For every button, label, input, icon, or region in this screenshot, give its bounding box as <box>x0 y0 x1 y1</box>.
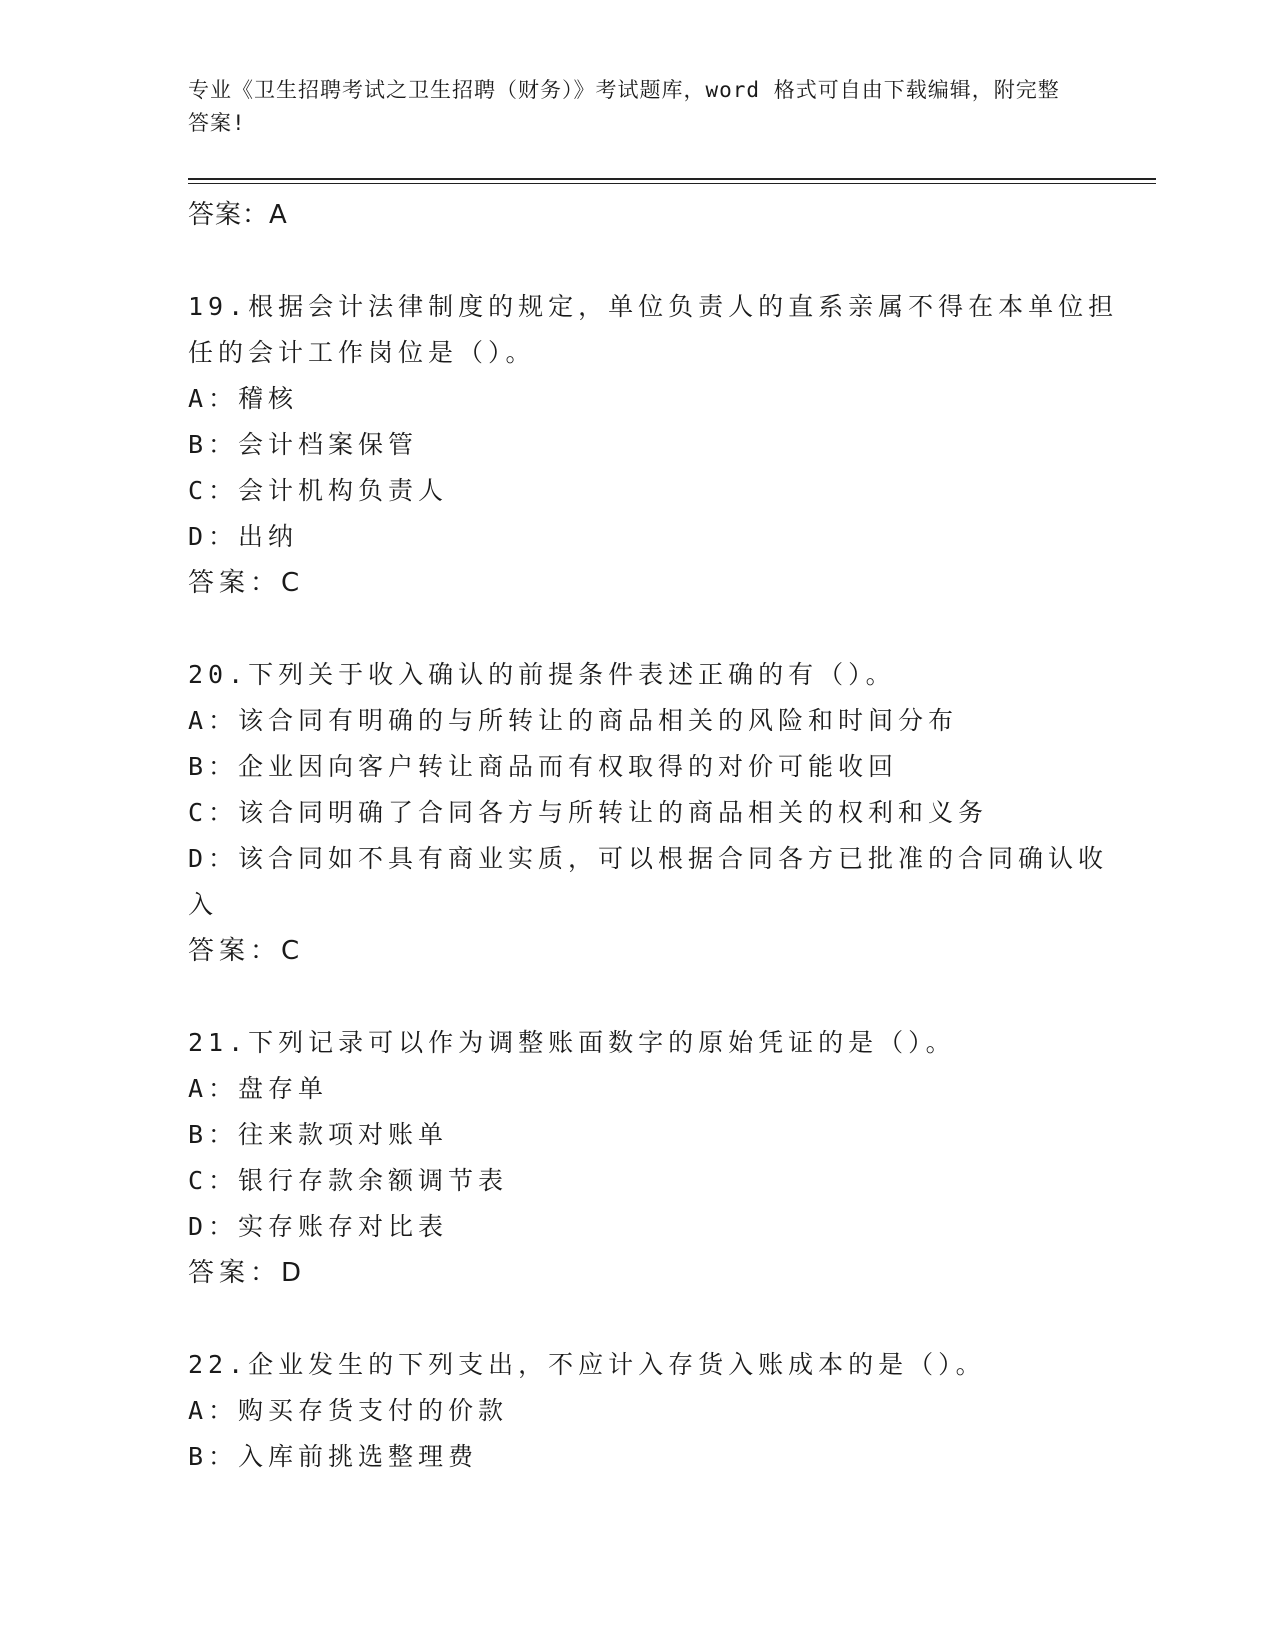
question-21 <box>188 1020 1088 1296</box>
option-d-continued: 入 <box>188 890 219 919</box>
header-rule-thick <box>188 178 1156 180</box>
question-19 <box>188 284 1119 606</box>
question-list <box>188 192 1119 1480</box>
option-b: B：企业因向客户转让商品而有权取得的对价可能收回 <box>188 752 899 781</box>
option-d: D：出纳 <box>188 522 299 551</box>
option-c: C：会计机构负责人 <box>188 476 449 505</box>
spacer <box>188 1296 1088 1342</box>
option-d: D：实存账存对比表 <box>188 1212 449 1241</box>
question-stem: 22.企业发生的下列支出，不应计入存货入账成本的是（）。 <box>188 1350 986 1379</box>
answer-line: 答案：C <box>188 568 305 598</box>
question-stem: 19.根据会计法律制度的规定，单位负责人的直系亲属不得在本单位担 <box>188 292 1119 321</box>
option-c: C：该合同明确了合同各方与所转让的商品相关的权利和义务 <box>188 798 989 827</box>
spacer <box>188 606 1088 652</box>
question-20 <box>188 652 1109 974</box>
answer-line: 答案：D <box>188 1258 307 1288</box>
answer-line: 答案：C <box>188 936 305 966</box>
option-b: B：入库前挑选整理费 <box>188 1442 479 1471</box>
question-22 <box>188 1342 1088 1480</box>
question-stem: 任的会计工作岗位是（）。 <box>188 338 536 367</box>
option-c: C：银行存款余额调节表 <box>188 1166 509 1195</box>
header-rule-thin <box>188 183 1156 184</box>
spacer <box>188 974 1088 1020</box>
option-a: A：购买存货支付的价款 <box>188 1396 509 1425</box>
option-a: A：稽核 <box>188 384 299 413</box>
option-b: B：往来款项对账单 <box>188 1120 449 1149</box>
option-d: D：该合同如不具有商业实质，可以根据合同各方已批准的合同确认收 <box>188 844 1109 873</box>
question-stem: 20.下列关于收入确认的前提条件表述正确的有（）。 <box>188 660 896 689</box>
option-a: A：盘存单 <box>188 1074 329 1103</box>
question-stem: 21.下列记录可以作为调整账面数字的原始凭证的是（）。 <box>188 1028 956 1057</box>
option-a: A：该合同有明确的与所转让的商品相关的风险和时间分布 <box>188 706 959 735</box>
spacer <box>188 238 1088 284</box>
option-b: B：会计档案保管 <box>188 430 419 459</box>
document-header: 专业《卫生招聘考试之卫生招聘（财务）》考试题库，word 格式可自由下载编辑，附完整答案! <box>188 78 1060 135</box>
answer-line: 答案：A <box>188 200 288 230</box>
